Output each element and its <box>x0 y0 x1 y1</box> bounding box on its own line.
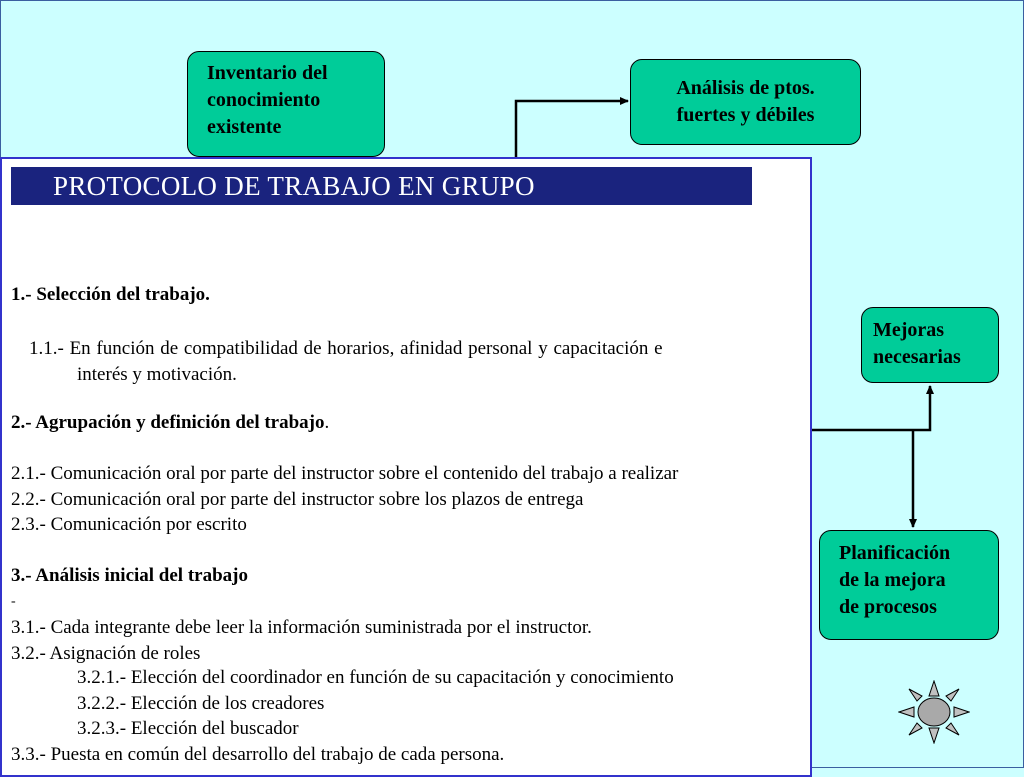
box-planificacion-line-2: de la mejora <box>839 569 946 591</box>
box-analisis-line-1: Análisis de ptos. <box>676 77 815 99</box>
box-inventario-conocimiento <box>187 51 385 157</box>
section-3-mark: - <box>11 594 16 609</box>
box-inventario-line-2: conocimiento <box>207 89 321 111</box>
box-analisis-line-2: fuertes y débiles <box>676 104 815 126</box>
section-2-heading-dot: . <box>324 412 330 433</box>
box-analisis-puntos <box>630 59 861 145</box>
box-inventario-line-3: existente <box>207 116 282 138</box>
item-1-1-line-2: interés y motivación. <box>77 364 237 385</box>
item-3-1: 3.1.- Cada integrante debe leer la información suministrada por el instructor. <box>11 617 592 638</box>
item-1-1-line-1: 1.1.- En función de compatibilidad de horarios, afinidad personal y capacitación e <box>29 338 663 359</box>
box-inventario-line-1: Inventario del <box>207 62 328 84</box>
section-2-heading-text: 2.- Agrupación y definición del trabajo <box>11 412 325 433</box>
item-3-2-3: 3.2.3.- Elección del buscador <box>77 718 299 739</box>
arrow-to-mejoras <box>812 386 930 430</box>
box-planificacion-mejora <box>819 530 999 640</box>
item-3-2: 3.2.- Asignación de roles <box>11 643 201 664</box>
item-2-3: 2.3.- Comunicación por escrito <box>11 514 247 535</box>
box-planificacion-line-3: de procesos <box>839 596 937 618</box>
item-2-2: 2.2.- Comunicación oral por parte del instructor sobre los plazos de entrega <box>11 489 584 510</box>
box-mejoras-line-2: necesarias <box>873 346 961 368</box>
box-mejoras-line-1: Mejoras <box>873 319 945 341</box>
sun-icon[interactable] <box>898 680 970 744</box>
section-3-heading: 3.- Análisis inicial del trabajo <box>11 565 248 586</box>
section-1-heading: 1.- Selección del trabajo. <box>11 284 210 305</box>
arrow-to-analisis <box>516 101 628 160</box>
document-title: PROTOCOLO DE TRABAJO EN GRUPO <box>11 167 752 205</box>
protocol-document <box>0 157 812 777</box>
item-3-2-2: 3.2.2.- Elección de los creadores <box>77 693 325 714</box>
item-2-1: 2.1.- Comunicación oral por parte del instructor sobre el contenido del trabajo a realizar <box>11 463 679 484</box>
item-3-3: 3.3.- Puesta en común del desarrollo del trabajo de cada persona. <box>11 744 505 765</box>
box-planificacion-line-1: Planificación <box>839 542 951 564</box>
section-2-heading <box>11 412 329 434</box>
item-3-2-1: 3.2.1.- Elección del coordinador en función de su capacitación y conocimiento <box>77 667 674 688</box>
box-mejoras-necesarias <box>861 307 999 383</box>
